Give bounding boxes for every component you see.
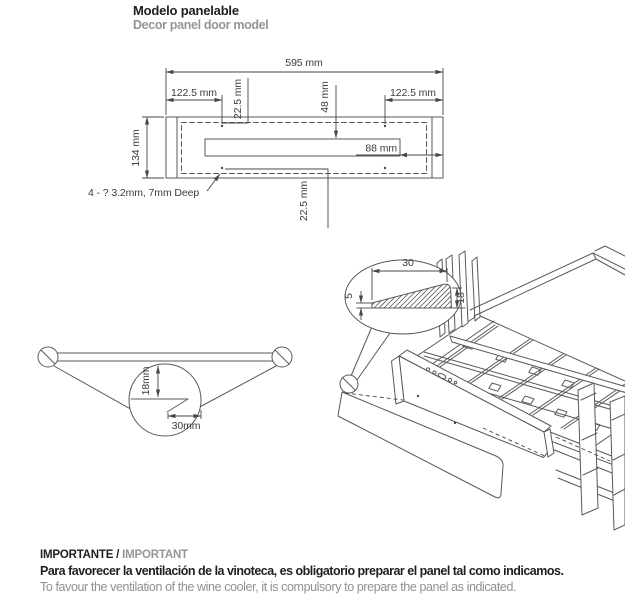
wedge-top-width-label: 30: [402, 257, 414, 269]
dim-slot-right-gap: 88 mm: [365, 142, 397, 155]
footer-heading-en: IMPORTANT: [122, 549, 188, 561]
telescopic-slides: [548, 383, 625, 530]
dim-slot-top-offset: 48 mm: [319, 81, 331, 113]
wine-cooler-3d-view: [338, 246, 625, 530]
dim-top-hole-inset: 22.5 mm: [232, 78, 244, 120]
dim-bottom-hole-inset: 22.5 mm: [298, 180, 310, 222]
dim-left-hole-offset: 122.5 mm: [171, 87, 217, 99]
panel-cutting-drawing: [88, 57, 443, 228]
footer-heading-es: IMPORTANTE /: [40, 549, 120, 561]
wedge-right-height-label: 18: [455, 292, 467, 304]
screw-dot: [417, 395, 419, 397]
dim-total-height: 134 mm: [130, 129, 142, 167]
dim-right-hole-offset: 122.5 mm: [390, 87, 436, 99]
trim-bar-detail: [38, 347, 292, 436]
trim-height-label: 18mm: [140, 366, 152, 396]
wedge-left-height-label: 5: [343, 293, 355, 299]
countertop: [470, 246, 625, 316]
screw-dot: [454, 422, 456, 424]
footer-body-es: Para favorecer la ventilación de la vinoteca, es obligatorio preparar el panel tal como indicamos.: [40, 564, 564, 578]
page-subtitle: Decor panel door model: [133, 18, 269, 32]
holes-note: 4 - ? 3.2mm, 7mm Deep: [88, 187, 200, 199]
page-title: Modelo panelable: [133, 3, 239, 18]
dim-total-width: 595 mm: [285, 57, 323, 69]
drill-holes: [221, 125, 386, 169]
footer-body-en: To favour the ventilation of the wine cooler, it is compulsory to prepare the panel as indicated.: [40, 580, 517, 594]
trim-width-label: 30mm: [171, 420, 201, 432]
footer-heading: [40, 548, 600, 563]
footer-note: [40, 548, 600, 595]
